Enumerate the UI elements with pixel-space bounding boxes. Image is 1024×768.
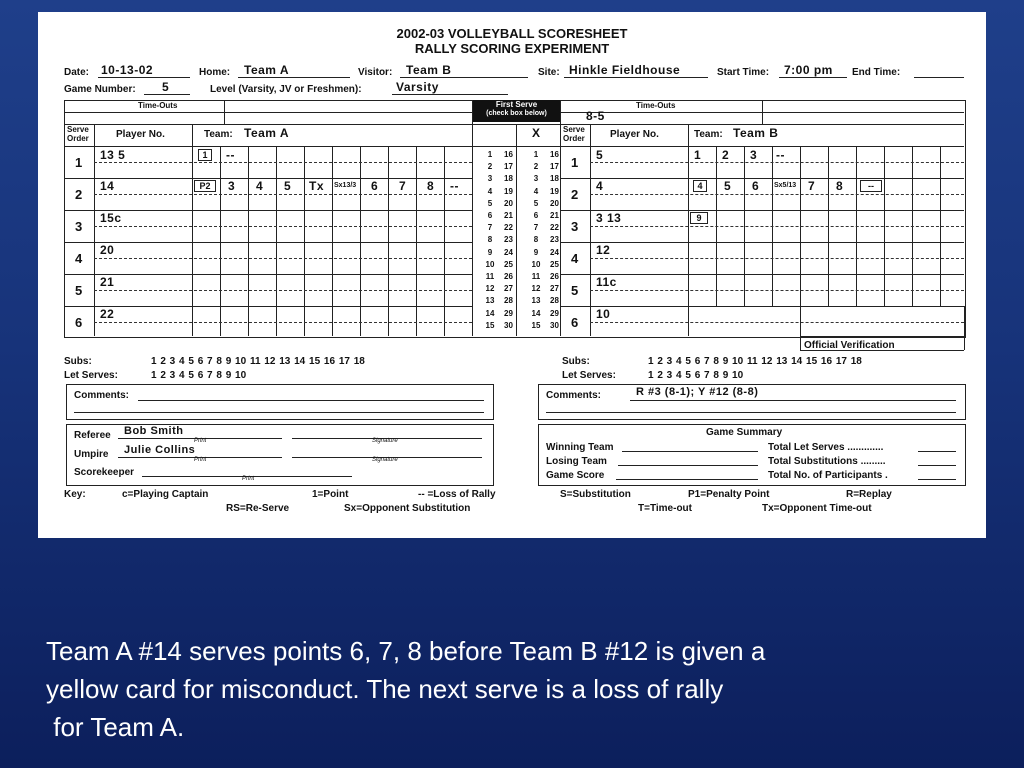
a-player-3: 15c: [100, 211, 122, 225]
scorekeeper-print: Print: [242, 476, 255, 482]
a-mark-2-7: 6: [371, 179, 379, 193]
b-mark-1-1: 1: [694, 148, 702, 162]
running-score-cell: 10: [531, 259, 541, 269]
key-point: 1=Point: [312, 489, 349, 500]
comments-box-a: [66, 384, 494, 420]
a-mark-2-3: 4: [256, 179, 264, 193]
running-score-cell: 17: [504, 162, 513, 172]
a-player-2: 14: [100, 179, 115, 193]
running-score-cell: 5: [487, 198, 493, 208]
umpire-label: Umpire: [74, 449, 109, 460]
running-score-cell: 29: [504, 308, 513, 318]
b-order-4: 4: [571, 251, 579, 266]
running-score-cell: 28: [550, 296, 559, 306]
running-score-cell: 6: [533, 211, 539, 220]
running-score-cell: 4: [487, 186, 493, 196]
running-score-cell: 14: [485, 308, 495, 318]
score-grid: [64, 100, 966, 338]
a-order-5: 5: [75, 283, 83, 298]
game-number-value: 5: [162, 80, 170, 94]
serve-order-a-1: Serve: [67, 125, 89, 134]
running-score-cell: 20: [504, 198, 513, 208]
total-substitutions: Total Substitutions .........: [768, 456, 886, 467]
winning-team-label: Winning Team: [546, 442, 614, 453]
running-score-cell: 30: [504, 320, 513, 330]
b-order-1: 1: [571, 155, 579, 170]
team-a-name: Team A: [244, 126, 290, 140]
b-player-4: 12: [596, 243, 611, 257]
running-score-cell: 21: [504, 211, 513, 220]
let-serves-label-b: Let Serves:: [562, 370, 616, 381]
running-score-cell: 19: [550, 186, 559, 196]
running-score-cell: 13: [485, 296, 495, 306]
a-mark-2-5: Tx: [309, 179, 325, 193]
running-score-cell: 24: [550, 247, 559, 257]
total-participants: Total No. of Participants .: [768, 470, 888, 481]
a-mark-2-4: 5: [284, 179, 292, 193]
running-score-cell: 8: [487, 235, 493, 245]
a-mark-1-2: --: [226, 148, 235, 162]
a-mark-2-10: --: [450, 179, 459, 193]
player-no-b: Player No.: [610, 129, 659, 140]
a-mark-2-9: 8: [427, 179, 435, 193]
b-player-5: 11c: [596, 275, 617, 289]
game-summary-title: Game Summary: [706, 427, 783, 438]
team-label-a: Team:: [204, 129, 233, 140]
team-b-name: Team B: [733, 126, 779, 140]
running-score-cell: 16: [550, 150, 559, 159]
game-number-label: Game Number:: [64, 84, 136, 95]
running-score-cell: 26: [550, 272, 559, 281]
b-order-5: 5: [571, 283, 579, 298]
let-serves-numbers-a: 1 2 3 4 5 6 7 8 9 10: [151, 370, 247, 381]
first-serve-instruction: (check box below): [473, 110, 560, 122]
team-b-timeouts-label: Time-Outs: [636, 101, 676, 110]
running-score-cell: 30: [550, 320, 559, 330]
team-a-timeouts-label: Time-Outs: [138, 101, 178, 110]
b-mark-2-1: 4: [693, 180, 707, 192]
a-mark-2-6: Sx13/3: [334, 182, 357, 189]
scoresheet: [38, 12, 986, 538]
running-score-cell: 2: [487, 162, 493, 172]
running-score-cell: 2: [533, 162, 539, 172]
a-order-3: 3: [75, 219, 83, 234]
b-order-3: 3: [571, 219, 579, 234]
subs-label-b: Subs:: [562, 356, 590, 367]
b-mark-2-5: 7: [808, 179, 816, 193]
let-serves-numbers-b: 1 2 3 4 5 6 7 8 9 10: [648, 370, 744, 381]
b-mark-1-2: 2: [722, 148, 730, 162]
b-player-2: 4: [596, 179, 604, 193]
a-order-1: 1: [75, 155, 83, 170]
b-mark-1-4: --: [776, 148, 785, 162]
b-order-6: 6: [571, 315, 579, 330]
running-score-cell: 3: [487, 174, 493, 184]
running-score-cell: 22: [504, 223, 513, 233]
referee-print: Print: [194, 438, 207, 444]
running-score-cell: 27: [550, 284, 559, 294]
player-no-a: Player No.: [116, 129, 165, 140]
b-mark-2-3: 6: [752, 179, 760, 193]
subs-label-a: Subs:: [64, 356, 92, 367]
running-score-cell: 6: [487, 211, 493, 220]
running-score-cell: 15: [485, 320, 495, 330]
total-let-serves: Total Let Serves .............: [768, 442, 884, 453]
running-score-cell: 1: [487, 150, 493, 159]
running-score-cell: 11: [485, 272, 495, 281]
level-label: Level (Varsity, JV or Freshmen):: [210, 84, 362, 95]
referee-value: Bob Smith: [124, 425, 184, 437]
let-serves-label-a: Let Serves:: [64, 370, 118, 381]
slide-caption: [46, 632, 1006, 746]
running-score-cell: 13: [531, 296, 541, 306]
referee-label: Referee: [74, 430, 111, 441]
running-score-cell: 25: [504, 259, 513, 269]
running-score-cell: 19: [504, 186, 513, 196]
home-value: Team A: [244, 63, 290, 77]
b-order-2: 2: [571, 187, 579, 202]
umpire-value: Julie Collins: [124, 444, 196, 456]
running-score-cell: 22: [550, 223, 559, 233]
a-mark-2-2: 3: [228, 179, 236, 193]
running-score-cell: 17: [550, 162, 559, 172]
running-score-cell: 7: [487, 223, 493, 233]
b-mark-3-1: 9: [690, 212, 708, 224]
running-score-cell: 23: [504, 235, 513, 245]
running-score-cell: 5: [533, 198, 539, 208]
running-score-cell: 14: [531, 308, 541, 318]
running-score-cell: 9: [533, 247, 539, 257]
key-captain: c=Playing Captain: [122, 489, 209, 500]
key-substitution: S=Substitution: [560, 489, 631, 500]
a-mark-2-8: 7: [399, 179, 407, 193]
b-player-6: 10: [596, 307, 611, 321]
referee-signature: Signature: [372, 438, 398, 444]
running-score-cell: 29: [550, 308, 559, 318]
subs-numbers-b: 1 2 3 4 5 6 7 8 9 10 11 12 13 14 15 16 17 18: [648, 356, 862, 367]
running-score-cell: 18: [504, 174, 513, 184]
date-value: 10-13-02: [101, 63, 154, 77]
a-player-4: 20: [100, 243, 115, 257]
a-order-6: 6: [75, 315, 83, 330]
key-loss-of-rally: -- =Loss of Rally: [418, 489, 496, 500]
running-score-cell: 27: [504, 284, 513, 294]
running-score-cell: 28: [504, 296, 513, 306]
serve-order-b-1: Serve: [563, 125, 585, 134]
comments-value-b: R #3 (8-1); Y #12 (8-8): [636, 386, 759, 398]
running-score-cell: 24: [504, 247, 513, 257]
comments-label-a: Comments:: [74, 390, 130, 401]
key-timeout: T=Time-out: [638, 503, 692, 514]
running-score-cell: 7: [533, 223, 539, 233]
start-time-label: Start Time:: [717, 67, 770, 78]
end-time-label: End Time:: [852, 67, 901, 78]
a-mark-1-1: 1: [198, 149, 212, 161]
start-time-value: 7:00 pm: [784, 63, 833, 77]
site-value: Hinkle Fieldhouse: [569, 63, 681, 77]
running-score-cell: 11: [531, 272, 541, 281]
key-replay: R=Replay: [846, 489, 892, 500]
running-score-cell: 12: [485, 284, 495, 294]
b-mark-2-2: 5: [724, 179, 732, 193]
running-score-cell: 10: [485, 259, 495, 269]
team-label-b: Team:: [694, 129, 723, 140]
comments-label-b: Comments:: [546, 390, 602, 401]
b-mark-2-4: Sx5/13: [774, 182, 797, 189]
a-mark-2-1: P2: [194, 180, 216, 192]
home-label: Home:: [199, 67, 231, 78]
scorekeeper-label: Scorekeeper: [74, 467, 135, 478]
running-score-cell: 8: [533, 235, 539, 245]
a-player-1: 13 5: [100, 148, 126, 162]
game-score-label: Game Score: [546, 470, 605, 481]
site-label: Site:: [538, 67, 560, 78]
losing-team-label: Losing Team: [546, 456, 607, 467]
running-score-cell: 16: [504, 150, 513, 159]
serve-order-b-2: Order: [563, 134, 585, 143]
first-serve-mark: X: [532, 126, 541, 140]
b-player-1: 5: [596, 148, 604, 162]
a-player-5: 21: [100, 275, 115, 289]
running-score-cell: 1: [533, 150, 539, 159]
running-score-cell: 20: [550, 198, 559, 208]
score-8-5: 8-5: [586, 109, 605, 123]
running-score-cell: 4: [533, 186, 539, 196]
serve-order-a-2: Order: [67, 134, 89, 143]
running-score-cell: 23: [550, 235, 559, 245]
running-score-cell: 21: [550, 211, 559, 220]
b-mark-2-7: --: [860, 180, 882, 192]
caption-line-1: Team A #14 serves points 6, 7, 8 before Team B #12 is given a: [46, 636, 766, 666]
key-re-serve: RS=Re-Serve: [226, 503, 290, 514]
caption-line-2: yellow card for misconduct. The next serve is a loss of rally: [46, 674, 724, 704]
a-order-2: 2: [75, 187, 83, 202]
official-verification: Official Verification: [804, 340, 895, 351]
running-score-cell: 9: [487, 247, 493, 257]
running-score-cell: 18: [550, 174, 559, 184]
visitor-label: Visitor:: [358, 67, 393, 78]
umpire-print: Print: [194, 457, 207, 463]
subs-numbers-a: 1 2 3 4 5 6 7 8 9 10 11 12 13 14 15 16 17 18: [151, 356, 365, 367]
level-value: Varsity: [396, 80, 439, 94]
key-label: Key:: [64, 489, 86, 500]
key-opponent-timeout: Tx=Opponent Time-out: [762, 503, 872, 514]
key-penalty-point: P1=Penalty Point: [688, 489, 770, 500]
b-player-3: 3 13: [596, 211, 622, 225]
a-player-6: 22: [100, 307, 115, 321]
caption-line-3: for Team A.: [46, 712, 185, 742]
visitor-value: Team B: [406, 63, 452, 77]
running-score-cell: 25: [550, 259, 559, 269]
first-serve-header: First Serve: [473, 100, 560, 110]
running-score-cell: 26: [504, 272, 513, 281]
b-mark-1-3: 3: [750, 148, 758, 162]
sheet-title: 2002-03 VOLLEYBALL SCORESHEET: [396, 26, 628, 41]
running-score-cell: 3: [533, 174, 539, 184]
key-opponent-sub: Sx=Opponent Substitution: [344, 503, 471, 514]
date-label: Date:: [64, 67, 90, 78]
b-mark-2-6: 8: [836, 179, 844, 193]
sheet-subtitle: RALLY SCORING EXPERIMENT: [414, 41, 610, 56]
umpire-signature: Signature: [372, 457, 398, 463]
running-score-cell: 12: [531, 284, 541, 294]
running-score-cell: 15: [531, 320, 541, 330]
a-order-4: 4: [75, 251, 83, 266]
